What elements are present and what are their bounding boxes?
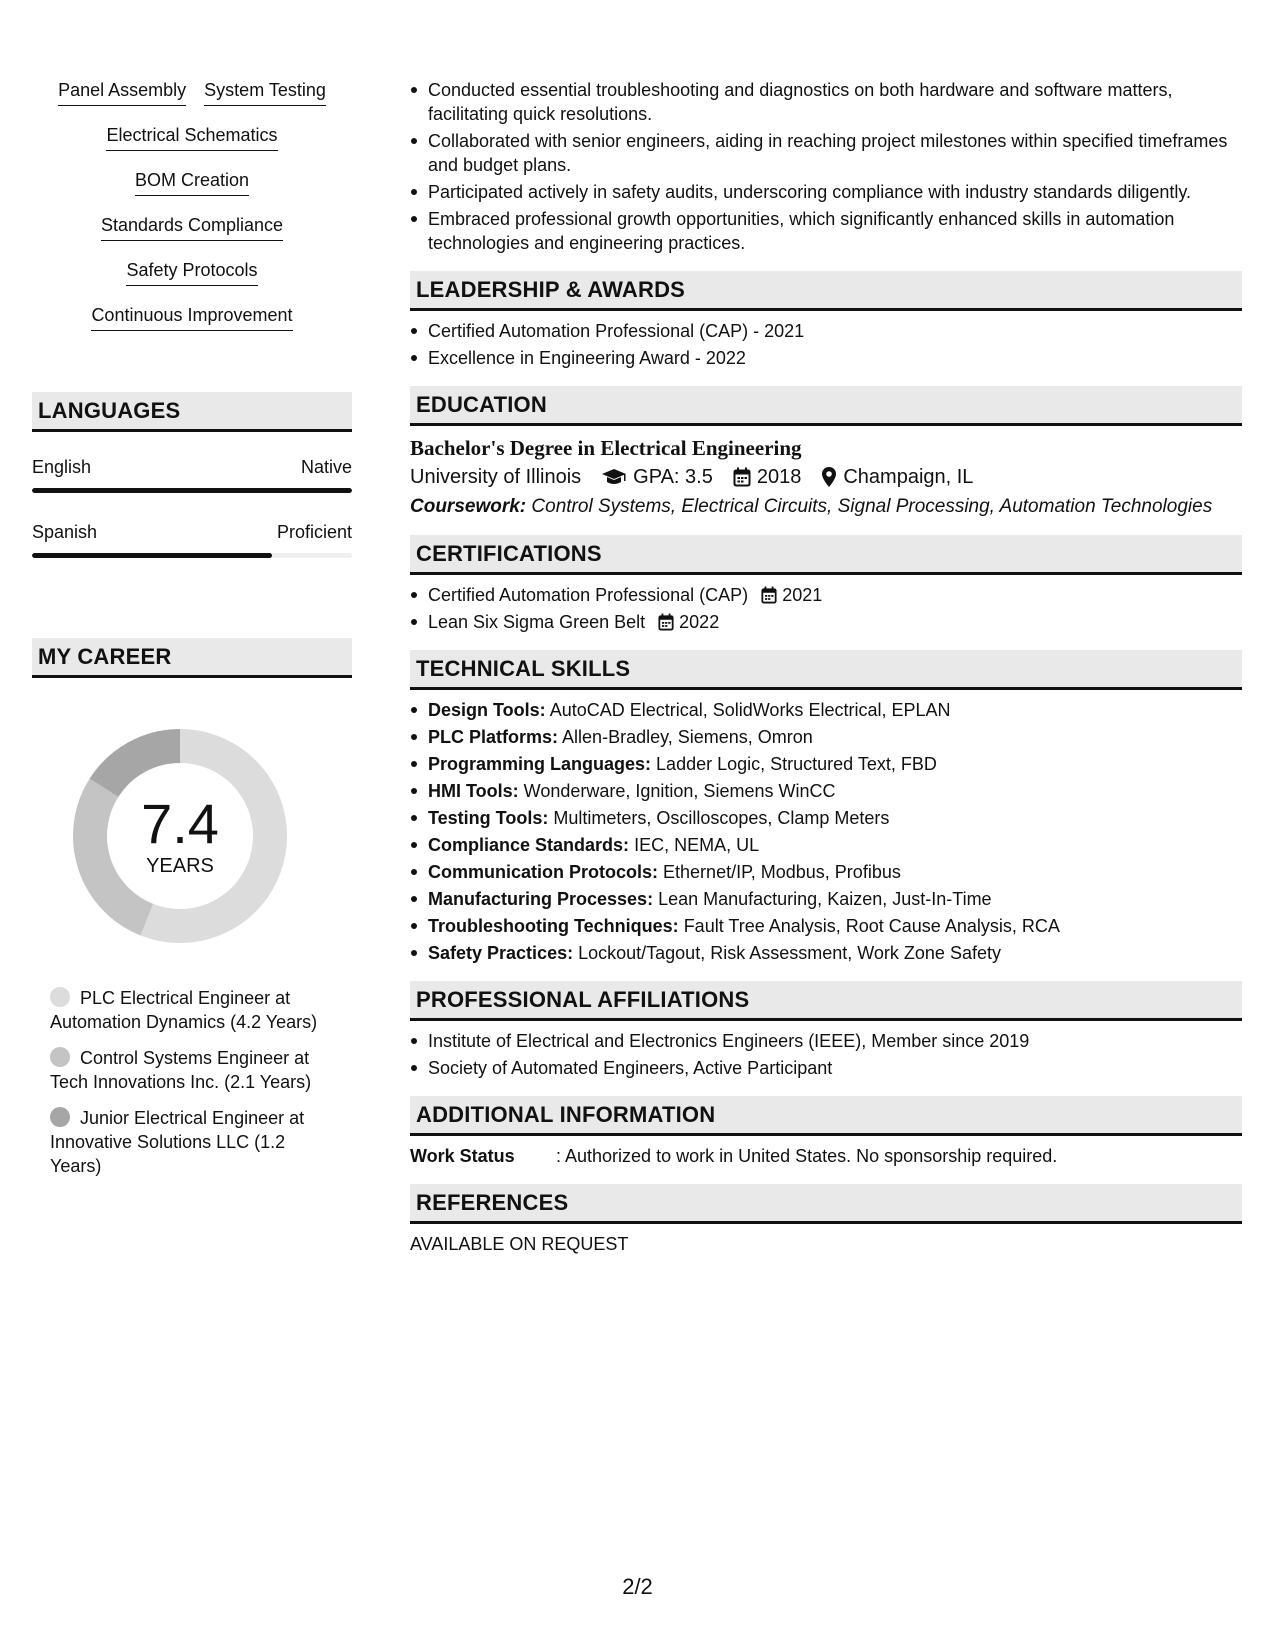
technical-skill-item [410,914,1242,938]
left-column [32,78,352,1176]
career-total-years: 7.4 [141,792,219,855]
language-name: Spanish [32,522,98,542]
affiliations-heading: PROFESSIONAL AFFILIATIONS [410,981,1242,1021]
certification-year: 2021 [782,585,823,605]
skill-category: PLC Platforms: [428,727,559,747]
experience-bullet: Collaborated with senior engineers, aiding in reaching project milestones within specified timeframes and budget plans. [410,129,1242,177]
education-school: University of Illinois [410,466,582,488]
certification-name: Certified Automation Professional (CAP) [428,585,749,605]
career-legend-item [50,1046,322,1094]
education-heading: EDUCATION [410,386,1242,426]
certification-year: 2022 [679,612,720,632]
affiliation-item: Institute of Electrical and Electronics Engineers (IEEE), Member since 2019 [410,1029,1242,1053]
experience-bullet: Conducted essential troubleshooting and diagnostics on both hardware and software matters, facilitating quick resolutions. [410,78,1242,126]
technical-skill-item [410,806,1242,830]
skill-tag: BOM Creation [135,168,249,196]
technical-skill-item [410,725,1242,749]
language-name: English [32,457,92,477]
additional-info-heading: ADDITIONAL INFORMATION [410,1096,1242,1136]
skill-tag: Electrical Schematics [106,123,277,151]
leadership-section [410,271,1242,370]
education-section [410,386,1242,519]
career-legend-item [50,986,322,1034]
skill-category: Troubleshooting Techniques: [428,916,679,936]
skill-row [135,168,249,213]
skill-tag: Safety Protocols [126,258,257,286]
coursework-label: Coursework: [410,496,527,517]
leadership-item: Excellence in Engineering Award - 2022 [410,346,1242,370]
references-section [410,1184,1242,1256]
coursework-list: Control Systems, Electrical Circuits, Signal Processing, Automation Technologies [531,496,1213,517]
skill-category: Communication Protocols: [428,862,659,882]
skill-values: IEC, NEMA, UL [634,835,760,855]
graduation-cap-icon [601,467,627,487]
skill-values: Multimeters, Oscilloscopes, Clamp Meters [553,808,890,828]
skill-category: HMI Tools: [428,781,519,801]
skill-tag: Panel Assembly [58,78,186,106]
skill-values: Allen-Bradley, Siemens, Omron [562,727,813,747]
education-degree: Bachelor's Degree in Electrical Engineering [410,436,802,460]
skill-values: AutoCAD Electrical, SolidWorks Electrical, EPLAN [549,700,951,720]
technical-skill-item [410,833,1242,857]
work-status-label: Work Status [410,1146,515,1166]
language-bar [32,488,352,493]
language-bar-fill [32,488,352,493]
skill-tag: System Testing [204,78,326,106]
technical-skill-item [410,698,1242,722]
skill-values: Ethernet/IP, Modbus, Profibus [663,862,901,882]
additional-info-section [410,1096,1242,1168]
skill-values: Wonderware, Ignition, Siemens WinCC [523,781,836,801]
legend-dot-icon [50,1047,70,1067]
work-status-value: : Authorized to work in United States. No sponsorship required. [556,1146,1058,1166]
education-gpa: GPA: 3.5 [633,466,713,488]
technical-skills-heading: TECHNICAL SKILLS [410,650,1242,690]
references-text: AVAILABLE ON REQUEST [410,1234,629,1254]
career-donut [66,722,294,950]
skill-row [58,78,326,123]
languages-heading: LANGUAGES [32,392,352,432]
right-column [410,78,1242,1256]
experience-bullet: Participated actively in safety audits, underscoring compliance with industry standards diligently. [410,180,1242,204]
career-section [32,638,352,1190]
languages-section [32,392,352,558]
language-bar-fill [32,553,272,558]
education-meta [410,462,1242,492]
skill-category: Safety Practices: [428,943,574,963]
language-level: Native [300,457,352,477]
technical-skill-item [410,941,1242,965]
technical-skill-item [410,779,1242,803]
technical-skill-item [410,860,1242,884]
career-legend-label: Junior Electrical Engineer at Innovative Solutions LLC (1.2 Years) [50,1108,305,1176]
career-legend [32,986,322,1178]
calendar-icon [733,467,751,487]
location-pin-icon [821,466,837,488]
language-item [32,456,352,493]
skill-values: Fault Tree Analysis, Root Cause Analysis, RCA [683,916,1060,936]
certifications-heading: CERTIFICATIONS [410,535,1242,575]
skill-values: Lockout/Tagout, Risk Assessment, Work Zone Safety [578,943,1001,963]
skill-tag: Standards Compliance [101,213,283,241]
education-coursework [410,494,1242,519]
skill-category: Testing Tools: [428,808,549,828]
language-item [32,521,352,558]
affiliations-section [410,981,1242,1080]
skill-category: Programming Languages: [428,754,652,774]
skill-row [101,213,283,258]
calendar-icon [761,586,777,604]
skill-tag: Continuous Improvement [91,303,292,331]
technical-skill-item [410,752,1242,776]
skill-row [91,303,292,348]
certification-item [410,610,1242,634]
certification-name: Lean Six Sigma Green Belt [428,612,646,632]
technical-skills-section [410,650,1242,965]
certification-item [410,583,1242,607]
experience-bullets [410,78,1242,255]
career-legend-label: PLC Electrical Engineer at Automation Dynamics (4.2 Years) [50,988,318,1032]
career-total-unit: YEARS [146,855,214,877]
skill-values: Ladder Logic, Structured Text, FBD [656,754,937,774]
skill-row [126,258,257,303]
skill-values: Lean Manufacturing, Kaizen, Just-In-Time [658,889,992,909]
certifications-section [410,535,1242,634]
career-heading: MY CAREER [32,638,352,678]
skill-row [106,123,277,168]
language-level: Proficient [276,522,352,542]
legend-dot-icon [50,987,70,1007]
skill-category: Design Tools: [428,700,546,720]
education-year: 2018 [756,466,802,488]
experience-bullet: Embraced professional growth opportunities, which significantly enhanced skills in automation technologies and engineering practices. [410,207,1242,255]
legend-dot-icon [50,1107,70,1127]
education-location: Champaign, IL [843,466,974,488]
language-bar [32,553,352,558]
leadership-item: Certified Automation Professional (CAP) - 2021 [410,319,1242,343]
work-status-row [410,1144,1242,1168]
career-legend-label: Control Systems Engineer at Tech Innovations Inc. (2.1 Years) [50,1048,312,1092]
technical-skill-item [410,887,1242,911]
page-number: 2/2 [622,1574,653,1599]
references-heading: REFERENCES [410,1184,1242,1224]
calendar-icon [658,613,674,631]
skill-category: Manufacturing Processes: [428,889,654,909]
skill-category: Compliance Standards: [428,835,630,855]
career-legend-item [50,1106,322,1178]
skills-tag-list [32,78,352,348]
leadership-heading: LEADERSHIP & AWARDS [410,271,1242,311]
affiliation-item: Society of Automated Engineers, Active Participant [410,1056,1242,1080]
